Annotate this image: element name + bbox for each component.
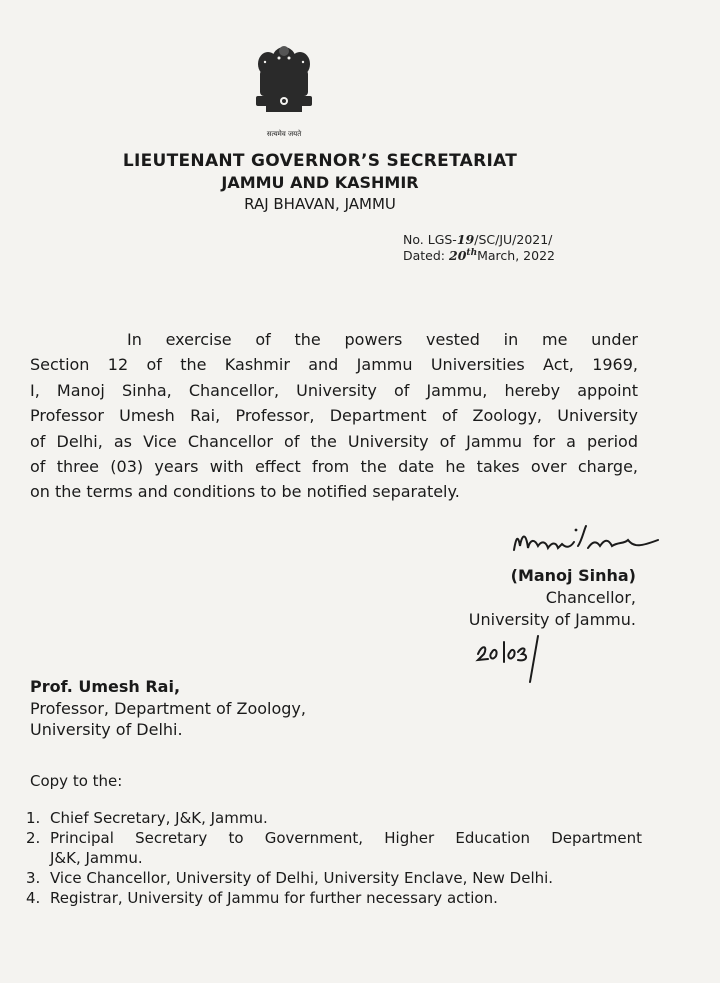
- national-emblem-icon: [246, 42, 322, 142]
- emblem-graphic: [246, 42, 322, 128]
- copy-item-number: 2.: [26, 829, 41, 847]
- copy-list: [26, 808, 642, 908]
- addressee-name: Prof. Umesh Rai,: [30, 677, 181, 696]
- addressee-line-2: Professor, Department of Zoology,: [30, 699, 306, 718]
- copy-item-number: 3.: [26, 869, 41, 887]
- order-body: [30, 327, 638, 505]
- copy-item: [26, 868, 642, 888]
- dated-label: Dated:: [403, 248, 449, 264]
- copy-item-text: Registrar, University of Jammu for further necessary action.: [50, 889, 498, 907]
- header-address: RAJ BHAVAN, JAMMU: [244, 195, 396, 213]
- reference-date: [403, 248, 555, 263]
- ref-no-handwritten: 19: [456, 232, 475, 247]
- dated-day-suffix: th: [466, 248, 478, 258]
- signatory-title: Chancellor,: [545, 588, 636, 607]
- copy-item-text: Principal Secretary to Government, Higher Education Department: [50, 829, 642, 847]
- body-line-5: of Delhi, as Vice Chancellor of the University of Jammu for a period: [30, 431, 638, 451]
- body-line-6: of three (03) years with effect from the date he takes over charge,: [30, 457, 638, 477]
- header-state: JAMMU AND KASHMIR: [221, 173, 419, 192]
- copy-title: Copy to the:: [30, 772, 123, 790]
- body-line-4: Professor Umesh Rai, Professor, Department of Zoology, University: [30, 406, 638, 426]
- emblem-motto: सत्यमेव जयते: [266, 130, 302, 138]
- signatory-org: University of Jammu.: [468, 610, 636, 629]
- ref-no-prefix: No. LGS-: [403, 232, 457, 247]
- dated-rest: March, 2022: [477, 248, 555, 264]
- copy-item-text: Chief Secretary, J&K, Jammu.: [50, 809, 268, 827]
- copy-item-number: 1.: [26, 809, 41, 827]
- copy-item: [26, 828, 642, 848]
- copy-item: [26, 808, 642, 828]
- dated-day-handwritten: 20: [449, 248, 467, 264]
- copy-item-text: Vice Chancellor, University of Delhi, University Enclave, New Delhi.: [50, 869, 554, 887]
- ref-no-suffix: /SC/JU/2021/: [474, 232, 553, 247]
- copy-item: [26, 888, 642, 908]
- copy-item-number: 4.: [26, 889, 41, 907]
- addressee-line-3: University of Delhi.: [30, 720, 183, 739]
- copy-item-continuation: J&K, Jammu.: [50, 849, 143, 867]
- body-line-1: In exercise of the powers vested in me under: [127, 330, 638, 349]
- reference-number: [403, 232, 552, 247]
- signature-icon: [508, 520, 668, 564]
- body-line-7: on the terms and conditions to be notified separately.: [30, 482, 460, 502]
- signatory-name: (Manoj Sinha): [510, 566, 636, 585]
- body-line-2: Section 12 of the Kashmir and Jammu Universities Act, 1969,: [30, 355, 638, 375]
- handwritten-date-icon: [474, 632, 564, 692]
- header-secretariat: LIEUTENANT GOVERNOR’S SECRETARIAT: [122, 151, 518, 171]
- body-line-3: I, Manoj Sinha, Chancellor, University of Jammu, hereby appoint: [30, 380, 638, 400]
